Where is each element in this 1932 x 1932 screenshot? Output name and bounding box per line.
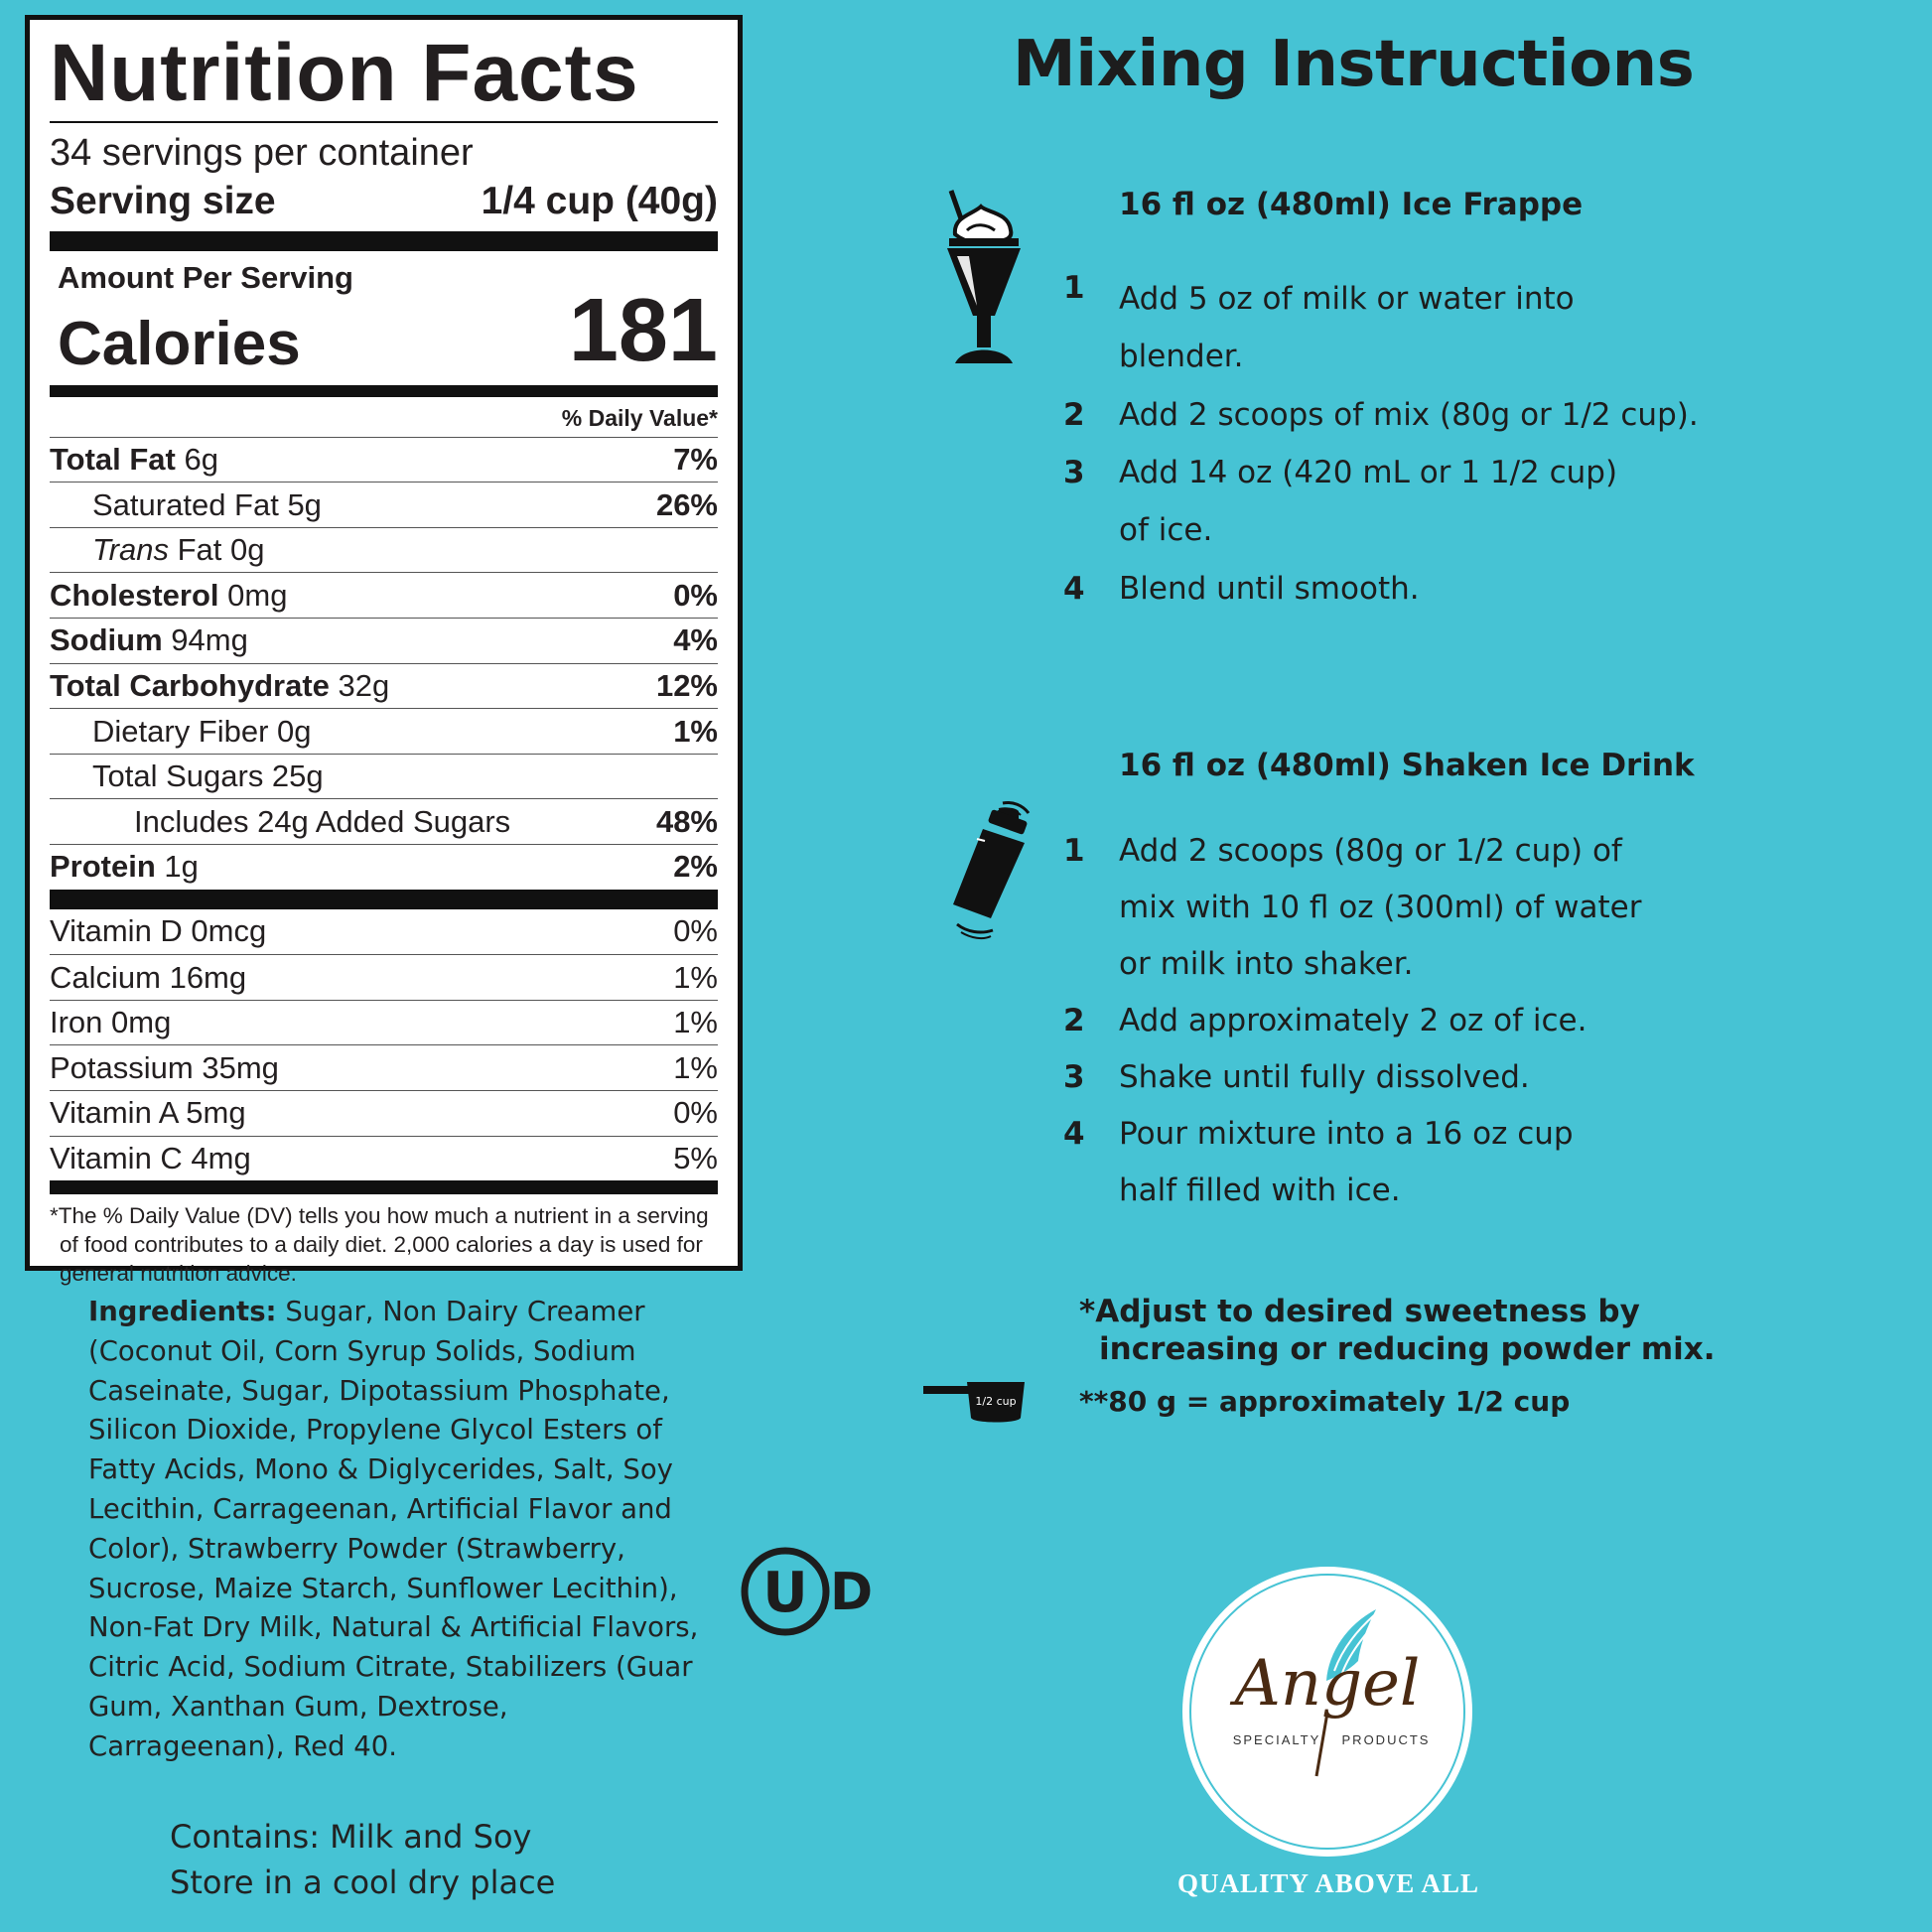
divider-thick <box>50 1180 718 1194</box>
nutrient-label: Includes 24g Added Sugars <box>134 803 511 839</box>
step-item <box>1059 560 1774 618</box>
step-text: Blend until smooth. <box>1119 571 1420 607</box>
nutrient-dv: 2% <box>673 849 718 885</box>
nutrient-row-protein <box>50 844 718 890</box>
brand-tagline: QUALITY ABOVE ALL <box>1176 1868 1480 1898</box>
calories-label: Calories <box>58 309 301 378</box>
mixing-title: Mixing Instructions <box>1013 28 1695 101</box>
nutrition-facts-panel <box>25 15 743 1286</box>
nutrient-row-total-fat <box>50 437 718 483</box>
vitamin-dv: 5% <box>673 1140 718 1175</box>
measuring-cup-icon <box>923 1378 1028 1426</box>
step-text: Add approximately 2 oz of ice. <box>1119 1003 1587 1038</box>
calories-value: 181 <box>568 280 718 380</box>
calories-row <box>50 280 718 380</box>
step-item <box>1059 993 1774 1049</box>
step-item <box>1059 444 1774 560</box>
allergen-storage-block <box>170 1814 555 1905</box>
nutrient-amount: 0mg <box>227 577 288 613</box>
nutrient-row-dietary-fiber <box>50 708 718 754</box>
nutrient-row-total-sugars <box>50 754 718 799</box>
step-number: 3 <box>1063 1059 1085 1095</box>
vitamin-label: Iron 0mg <box>50 1005 172 1040</box>
vitamin-row <box>50 1090 718 1136</box>
vitamin-label: Vitamin C 4mg <box>50 1140 251 1175</box>
nutrient-label: Sodium <box>50 622 163 658</box>
nutrient-row-saturated-fat <box>50 482 718 527</box>
shaken-steps <box>1059 823 1774 1219</box>
nutrient-amount: 1g <box>164 849 199 885</box>
angel-brand-logo <box>1179 1564 1475 1860</box>
cup-label: 1/2 cup <box>975 1395 1017 1408</box>
amount-per-serving: Amount Per Serving <box>58 259 353 295</box>
nutrient-amount: 94mg <box>171 622 248 658</box>
daily-value-header: % Daily Value* <box>561 404 718 431</box>
vitamin-row <box>50 1000 718 1045</box>
nutrient-row-trans-fat <box>50 527 718 573</box>
nutrition-title: Nutrition Facts <box>50 28 639 118</box>
nutrient-dv: 48% <box>655 803 718 839</box>
nutrient-amount: 32g <box>338 667 390 703</box>
vitamin-label: Vitamin D 0mcg <box>50 913 267 949</box>
step-text: Shake until fully dissolved. <box>1119 1059 1530 1095</box>
step-item <box>1059 823 1774 993</box>
nutrient-row-sodium <box>50 618 718 663</box>
nutrient-dv: 1% <box>673 713 718 749</box>
divider-thick <box>50 890 718 909</box>
frappe-recipe-title: 16 fl oz (480ml) Ice Frappe <box>1119 187 1584 222</box>
nutrient-dv: 0% <box>673 577 718 613</box>
nutrient-dv: 7% <box>673 441 718 477</box>
divider <box>50 121 718 123</box>
ingredients-label: Ingredients: <box>88 1296 277 1327</box>
vitamin-row <box>50 1044 718 1090</box>
milkshake-glass-icon <box>933 187 1033 370</box>
vitamin-dv: 0% <box>673 913 718 949</box>
nutrient-dv: 4% <box>673 622 718 658</box>
nutrient-dv: 26% <box>655 486 718 522</box>
step-number: 1 <box>1063 833 1085 869</box>
nutrient-label: Saturated Fat 5g <box>92 486 322 522</box>
nutrient-label: Total Carbohydrate <box>50 667 330 703</box>
sweetness-note <box>1079 1293 1716 1368</box>
nutrient-label: Cholesterol <box>50 577 219 613</box>
vitamin-label: Calcium 16mg <box>50 959 247 995</box>
serving-size-value: 1/4 cup (40g) <box>481 179 718 222</box>
vitamin-row <box>50 1136 718 1181</box>
kosher-u: U <box>762 1561 808 1625</box>
trans-italic: Trans <box>92 532 169 568</box>
nutrient-label: Fat 0g <box>177 532 265 568</box>
vitamin-label: Vitamin A 5mg <box>50 1095 246 1131</box>
measure-note: **80 g = approximately 1/2 cup <box>1079 1385 1571 1418</box>
note-line: increasing or reducing powder mix. <box>1099 1331 1716 1367</box>
step-number: 1 <box>1063 270 1085 306</box>
serving-size-row <box>50 181 718 223</box>
step-item <box>1059 1049 1774 1106</box>
step-text: Pour mixture into a 16 oz cup <box>1119 1116 1574 1152</box>
step-item <box>1059 270 1774 386</box>
step-text: of ice. <box>1119 512 1213 548</box>
kosher-d: D <box>830 1563 874 1622</box>
vitamin-dv: 1% <box>673 1005 718 1040</box>
brand-sub-left: SPECIALTY <box>1232 1732 1321 1747</box>
step-text: Add 5 oz of milk or water into <box>1119 281 1575 317</box>
frappe-steps <box>1059 270 1774 618</box>
nutrient-label: Total Fat <box>50 441 176 477</box>
vitamin-dv: 1% <box>673 1049 718 1085</box>
nutrient-label: Dietary Fiber 0g <box>92 713 312 749</box>
step-text: blender. <box>1119 339 1244 374</box>
vitamin-row <box>50 909 718 955</box>
step-number: 3 <box>1063 455 1085 490</box>
step-text: Add 2 scoops (80g or 1/2 cup) of <box>1119 833 1622 869</box>
cocktail-shaker-icon <box>933 799 1033 943</box>
kosher-dairy-icon <box>740 1544 889 1643</box>
nutrient-row-cholesterol <box>50 572 718 618</box>
vitamin-dv: 1% <box>673 959 718 995</box>
nutrient-label: Protein <box>50 849 156 885</box>
nutrient-row-added-sugars <box>50 798 718 844</box>
vitamin-label: Potassium 35mg <box>50 1049 279 1085</box>
vitamin-dv: 0% <box>673 1095 718 1131</box>
step-text: Add 2 scoops of mix (80g or 1/2 cup). <box>1119 397 1699 433</box>
nutrient-dv: 12% <box>655 667 718 703</box>
divider-thick <box>50 231 718 251</box>
step-number: 4 <box>1063 1116 1085 1152</box>
step-item <box>1059 1106 1774 1219</box>
shaken-recipe-title: 16 fl oz (480ml) Shaken Ice Drink <box>1119 748 1695 783</box>
step-number: 4 <box>1063 571 1085 607</box>
step-number: 2 <box>1063 397 1085 433</box>
brand-sub-right: PRODUCTS <box>1341 1732 1431 1747</box>
storage-text: Store in a cool dry place <box>170 1863 556 1901</box>
step-text: mix with 10 fl oz (300ml) of water <box>1119 890 1642 925</box>
ingredients-block <box>88 1293 704 1767</box>
servings-per-container: 34 servings per container <box>50 132 474 174</box>
nutrient-amount: 6g <box>184 441 218 477</box>
step-number: 2 <box>1063 1003 1085 1038</box>
contains-text: Contains: Milk and Soy <box>170 1818 532 1856</box>
ingredients-text: Sugar, Non Dairy Creamer (Coconut Oil, Corn Syrup Solids, Sodium Caseinate, Sugar, Dipotassium Phosphate, Silicon Dioxide, Propylene Glycol Esters of Fatty Acids, Mono & Diglycerides, Salt, Soy Lecithin, Carrageenan, Artificial Flavor and Color), Strawberry Powder (Strawberry, Sucrose, Maize Starch, Sunflower Lecithin), Non-Fat Dry Milk, Natural & Artificial Flavors, Citric Acid, Sodium Citrate, Stabilizers (Guar Gum, Xanthan Gum, Dextrose, Carrageenan), Red 40. <box>88 1296 699 1762</box>
step-text: or milk into shaker. <box>1119 946 1414 982</box>
vitamin-row <box>50 954 718 1000</box>
divider-medium <box>50 385 718 397</box>
step-text: Add 14 oz (420 mL or 1 1/2 cup) <box>1119 455 1618 490</box>
brand-script: Angel <box>1234 1647 1421 1721</box>
step-item <box>1059 386 1774 444</box>
nutrient-row-total-carbohydrate <box>50 663 718 709</box>
nutrient-label: Total Sugars 25g <box>92 759 324 794</box>
step-text: half filled with ice. <box>1119 1173 1401 1208</box>
serving-size-label: Serving size <box>50 179 276 222</box>
note-line: *Adjust to desired sweetness by <box>1079 1294 1640 1329</box>
daily-value-footnote: *The % Daily Value (DV) tells you how much a nutrient in a serving of food contributes to a daily diet. 2,000 calories a day is used for general nutrition advice. <box>50 1203 709 1286</box>
